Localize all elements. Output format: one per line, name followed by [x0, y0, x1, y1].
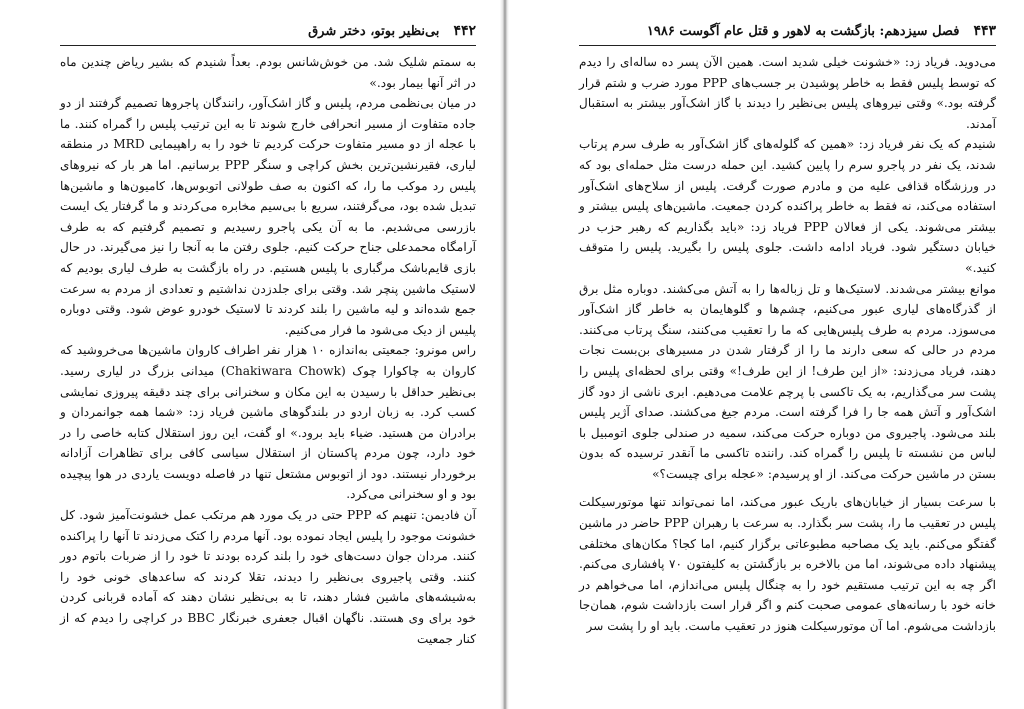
right-header-rule: [579, 45, 996, 46]
right-paragraph: می‌دوید. فریاد زد: «خشونت خیلی شدید است. همین الآن پسر ده ساله‌ای را دیدم که توسط پلیس فقط به خاطر پوشیدن بر جسب‌های PPP مورد ضرب و شتم قرار گرفته بود.» وقتی نیروهای پلیس بی‌نظیر را دیدند با گاز اشک‌آور بیشتر به استقبال آمدند.: [579, 55, 996, 131]
right-paragraph: با سرعت بسیار از خیابان‌های باریک عبور می‌کند، اما نمی‌تواند تنها موتورسیکلت پلیس در تعقیب ما را، پشت سر بگذارد. به سرعت با رهبران PPP حاضر در ماشین گفتگو می‌کنم. باید یک مصاحبه مطبوعاتی برگزار کنیم، اما کجا؟ مکان‌های مختلفی پیشنهاد داده می‌شوند، اما من بالاخره بر بازگشتن به کلیفتون ۷۰ پافشاری می‌کنم. اگر چه به این ترتیب مستقیم خود را به چنگال پلیس می‌اندازم، اما می‌خواهم در خانه خود با رسانه‌های عمومی صحبت کنم و اگر قرار است بازداشت شوم، همان‌جا بازداشت می‌شوم. اما آن موتورسیکلت هنوز در تعقیب ماست. باید او را پشت سر: [579, 495, 997, 634]
left-header-rule: [60, 45, 476, 46]
right-page-header: [579, 20, 996, 42]
paragraph-gap: [579, 484, 996, 492]
right-running-head: فصل سیزدهم: بازگشت به لاهور و قتل عام آگوست ۱۹۸۶: [646, 24, 960, 39]
left-paragraph: به سمتم شلیک شد. من خوش‌شانس بودم. بعداً شنیدم که بشیر ریاض چندین ماه در اثر آنها بیمار بود.»: [60, 55, 476, 90]
left-page: [0, 0, 502, 709]
left-paragraph: در میان بی‌نظمی مردم، پلیس و گاز اشک‌آور، رانندگان پاجروها تصمیم گرفتند از دو جاده متفاوت از مسیر انحرافی خارج شوند تا به این ترتیب پلیس را گمراه کنند. ما با عجله از دو مسیر متفاوت حرکت کردیم تا خود را به راهپیمایی MRD در منطقه لیاری، فقیرنشین‌ترین بخش کراچی و سنگر PPP برسانیم. اما هر بار که نیروهای پلیس رد موکب ما را، که اکنون به صف طولانی اتوبوس‌ها، کامیون‌ها و ماشین‌ها تبدیل شده بود، می‌گرفتند، سریع با بی‌سیم مخابره می‌کردند و ما گرفتار یک ایست بازرسی می‌شدیم. ما به آن یکی پاجرو رسیدیم و تصمیم گرفتیم که به طرف آرامگاه محمدعلی جناح حرکت کنیم. جلوی رفتن ما به آنجا را نیز می‌گیرند. در حال بازی قایم‌باشک مرگباری با پلیس هستیم. در راه بازگشت به طرف لیاری بودیم که لاستیک ماشین پنچر شد. وقتی برای جلدزدن نداشتیم و تعدادی از مردم به سرعت جمع شده‌اند و لیه ماشین را بلند کردند تا لاستیک خودرو عوض شود. وقتی دوباره پلیس از دیک می‌شود ما فرار می‌کنیم.: [60, 96, 476, 337]
right-page-number: ۴۴۳: [973, 23, 996, 39]
left-page-header: [60, 20, 476, 42]
right-paragraph: موانع بیشتر می‌شدند. لاستیک‌ها و تل زباله‌ها را به آتش می‌کشند. دوباره مثل برق از گذرگاه‌های لیاری عبور می‌کنیم، چشم‌ها و گلوهایمان به خاطر گاز اشک‌آور می‌سوزد. مردم به طرف پلیس‌هایی که ما را تعقیب می‌کنند، سنگ پرتاب می‌کنند. مردم در حالی که سعی دارند ما را از گرفتار شدن در مسیرهای بن‌بست نجات دهند، فریاد می‌زدند: «از این طرف! از این طرف!» وقتی برای لحظه‌ای پلیس را پشت سر می‌گذاریم، به یک تاکسی با پرچم علامت می‌دهیم. ابری ناشی از دود گاز اشک‌آور و آتش همه جا را فرا گرفته است. مردم جیغ می‌کشند. صدای آژیر پلیس بلند می‌شود. پاجیروی من دوباره حرکت می‌کند، سمیه در صندلی جلوی اتومبیل با لباس من نشسته تا پلیس را گمراه کند. راننده تاکسی ما آنقدر ترسیده که بدون بستن در ماشین حرکت می‌کند. از او پرسیدم: «عجله برای چیست؟»: [579, 281, 996, 481]
left-running-head: بی‌نظیر بوتو، دختر شرق: [308, 24, 440, 39]
left-paragraph: راس مونرو: جمعیتی به‌اندازه ۱۰ هزار نفر اطراف کاروان ماشین‌ها می‌خروشید که کاروان به چاکوارا چوک (Chakiwara Chowk) میدانی بزرگ در لیاری رسید. بی‌نظیر حداقل با رسیدن به این مکان و سخنرانی برای چند دقیقه پیروزی نمایشی کسب کرد. به زبان اردو در بلندگوهای ماشین فریاد زد: «شما همه جوانمردان و برادران من هستید. ضیاء باید برود.» او گفت، این روز استقلال کتابه خاصی را در خود دارد، چون مردم پاکستان از استقلال سیاسی کافی برای تظاهرات آزادانه برخوردار نیستند. دود از اتوبوس مشتعل تنها در فاصله دویست یاردی در هوا پیچیده بود و او سخنرانی می‌کرد.: [60, 343, 477, 502]
left-paragraph: آن فادیمن: تنهیم که PPP حتی در یک مورد هم مرتکب عمل خشونت‌آمیز شود. کل خشونت موجود را پلیس ایجاد نموده بود. آنها مردم را کتک می‌زدند تا آنها را پراکنده کنند. مردان جوان دست‌های خود را بلند کرده بودند تا خود را از ضربات باتوم دور کنند. وقتی پاجیروی بی‌نظیر را دیدند، تقلا کردند که ساعدهای خونی خود را به‌شیشه‌های ماشین فشار دهند، تا به بی‌نظیر نشان دهند که آماده قربانی کردن خود برای وی هستند. ناگهان اقبال جعفری خبرنگار BBC در کراچی را دیدم که از کنار جمعیت: [60, 508, 476, 646]
right-page: [507, 0, 1024, 709]
right-page-body: [579, 52, 996, 637]
left-page-body: [60, 52, 476, 649]
right-paragraph: شنیدم که یک نفر فریاد زد: «همین که گلوله‌های گاز اشک‌آور به طرف سرم پرتاب شدند، یک نفر در پاجرو سرم را پایین کشید. این حمله درست مثل حمله‌ای بود که در ورزشگاه قذافی علیه من و مادرم صورت گرفت. پلیس از سلاح‌های اشک‌آور استفاده می‌کند، نه فقط به خاطر پراکنده کردن جمعیت. ماشین‌های پلیس بیشتر و بیشتر می‌شوند. یکی از فعالان PPP فریاد زد: «باید بگذاریم که رهبر حزب در خیابان دستگیر شود. فریاد ادامه داشت. جلوی پلیس را بگیرید. پلیس را متوقف کنید.»: [579, 137, 996, 275]
left-page-number: ۴۴۲: [453, 23, 476, 39]
